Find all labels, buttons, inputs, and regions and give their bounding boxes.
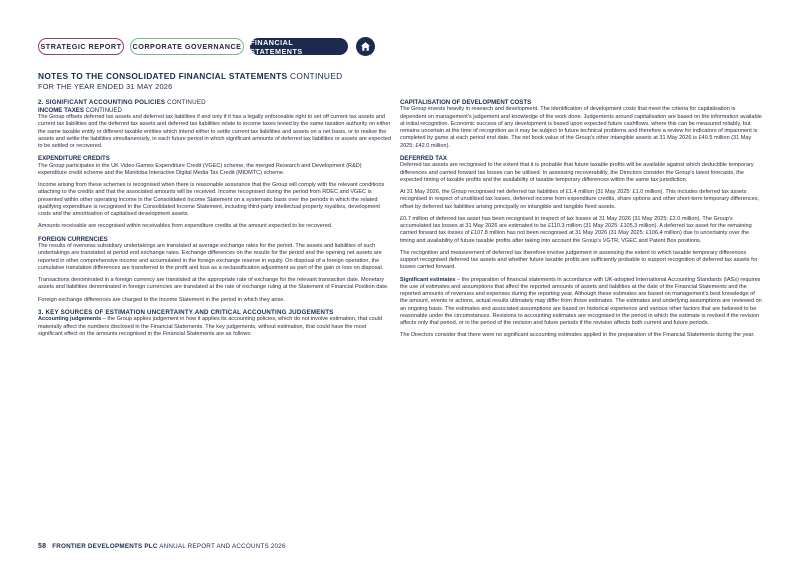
deferred-paragraph-3: £0.7 million of deferred tax asset has been recognised in respect of tax losses at 31 May 2026 (31 May 2025: £2.0 million). The Group's accumulated tax losses at 31 May 2026 are estimated to be £110.3 million (31 May 2025: £105.3 million). A deferred tax asset for the remaining carried forward tax losses of £107.8 million has not been recognised at 31 May 2026 (31 May 2025: £106.4 million) due to uncertainty over the timing and availability of future taxable profits after taking into account the Group's VGTR, VGEC and Patent Box positions. bbox=[400, 215, 752, 244]
tab-corporate-governance[interactable]: CORPORATE GOVERNANCE bbox=[130, 38, 244, 55]
foreign-paragraph-2: Transactions denominated in a foreign currency are translated at the appropriate rate of exchange for the relevant transaction date. Monetary assets and liabilities denominated in foreign currencies are translated at the rate of exchange ruling at the Statement of Financial Position date. bbox=[38, 277, 389, 291]
page-title: NOTES TO THE CONSOLIDATED FINANCIAL STATEMENTS CONTINUED bbox=[38, 71, 343, 81]
foreign-paragraph-3: Foreign exchange differences are charged to the Income Statement in the period in which they arise. bbox=[38, 296, 285, 303]
expenditure-paragraph-2: Income arising from these schemes is recognised when there is reasonable assurance that the Group will comply with the relevant conditions attaching to the credits and that the associated amounts will be received. Income recognised during the period from RDEC and VGEC is presented within other operating income in the Consolidated Income Statement on a systematic basis over the periods in which the related qualifying expenditure is recognised in the Consolidated Income Statement, including third-party intellectual property royalties, development costs and the amortisation of capitalised development assets. bbox=[38, 182, 385, 218]
expenditure-paragraph-3: Amounts receivable are recognised within receivables from expenditure credits at the amount expected to be recovered. bbox=[38, 223, 333, 230]
tab-strategic-report[interactable]: STRATEGIC REPORT bbox=[38, 38, 124, 55]
capitalisation-paragraph: The Group invests heavily in research and development. The identification of development costs that meet the criteria for capitalisation is dependent on management's judgement and knowledge of the work done. Judgements around capitalisation are based on the information available at initial recognition. Economic success of any development is based upon expected future cashflows, where this can be measured reliably, but remains uncertain at the time of recognition as it may be subject to future technical problems and therefore a review for indicators of impairment is completed by game at each period end date. The net book value of the Group's other intangible assets at 31 May 2026 is £49.5 million (31 May 2025: £42.0 million). bbox=[400, 106, 762, 149]
section-2-heading: 2. SIGNIFICANT ACCOUNTING POLICIES CONTINUED bbox=[38, 99, 206, 106]
home-button[interactable] bbox=[356, 37, 375, 56]
deferred-paragraph-2: At 31 May 2026, the Group recognised net deferred tax liabilities of £1.4 million (31 May 2025: £1.0 million). This includes deferred tax assets recognised in respect of unutilised tax losses, deferred income from expenditure credits, share options and other short-term temporary differences, offset by deferred tax liabilities arising principally on intangible and tangible fixed assets. bbox=[400, 189, 760, 210]
estimates-conclusion: The Directors consider that there were no significant accounting estimates applied in the preparation of the Financial Statements during the year. bbox=[400, 332, 755, 339]
expenditure-paragraph-1: The Group participates in the UK Video Games Expenditure Credit (VGEC) scheme, the merged Research and Development (R&D) expenditure credit scheme and the Manitoba Interactive Digital Media Tax Credit (MIDMTC) scheme. bbox=[38, 162, 362, 176]
foreign-paragraph-1: The results of overseas subsidiary undertakings are translated at average exchange rates for the period. The assets and liabilities of such undertakings are translated at period end exchange rates. Exchange differences on the results for the period and the opening net assets are reported in other comprehensive income and accumulated in the foreign exchange reserve in equity. On disposal of a foreign operation, the cumulative translation differences are transferred to the profit and loss as a reclassification adjustment as part of the gain or loss on disposal. bbox=[38, 243, 384, 271]
deferred-paragraph-4: The recognition and measurement of deferred tax therefore involve judgement in assessing the extent to which taxable temporary differences support recognised deferred tax assets and whether future taxable profits are sufficiently probable to support recognition of deferred tax assets for losses carried forward. bbox=[400, 249, 758, 271]
right-column bbox=[400, 99, 762, 345]
company-name: FRONTIER DEVELOPMENTS PLC bbox=[52, 543, 158, 550]
estimates-paragraph: Significant estimates – the preparation of financial statements in accordance with UK-adopted International Accounting Standards (IASs) requires the use of estimates and assumptions that affect the reported amounts of assets and liabilities at the date of the Financial Statements and the reported amounts of revenues and expenses during the reporting year. Although these estimates are based on management's best knowledge of the amount, events or actions, actual results ultimately may differ from those estimates. The estimates and underlying assumptions are reviewed on an ongoing basis. The estimates and associated assumptions are based on historical experience and various other factors that are believed to be reasonable under the circumstances. Revisions to accounting estimates are recognised in the period in which the estimate is revised if the revision affects only that period, or in the period of the revision and future periods if the revision affects both current and future periods. bbox=[400, 276, 762, 327]
deferred-tax-heading: DEFERRED TAX bbox=[400, 154, 447, 162]
section-3-heading: 3. KEY SOURCES OF ESTIMATION UNCERTAINTY AND CRITICAL ACCOUNTING JUDGEMENTS bbox=[38, 308, 334, 316]
page-subtitle: FOR THE YEAR ENDED 31 MAY 2026 bbox=[38, 82, 173, 91]
report-name: ANNUAL REPORT AND ACCOUNTS 2026 bbox=[159, 543, 286, 550]
section-nav bbox=[38, 37, 375, 56]
page-number: 58 bbox=[38, 543, 47, 550]
judgements-paragraph: Accounting judgements – the Group applies judgement in how it applies its accounting policies, which do not involve estimation, that could materially affect the numbers disclosed in the Financial Statements. The key judgements, without estimation, that could have the most significant effect on the amounts recognised in the Financial Statements are as follows: bbox=[38, 316, 383, 337]
income-taxes-paragraph: The Group offsets deferred tax assets and deferred tax liabilities if and only if it has a legally enforceable right to set off current tax assets and current tax liabilities and the deferred tax assets and deferred tax liabilities relate to income taxes levied by the same taxation authority on either the same taxable entity or different taxable entities which intend either to settle current tax liabilities and assets on a net basis, or to realise the assets and settle the liabilities simultaneously, in each future period in which significant amounts of deferred tax liabilities or assets are expected to be settled or recovered. bbox=[38, 114, 391, 149]
deferred-paragraph-1: Deferred tax assets are recognised to the extent that it is probable that future taxable profits will be available against which deductible temporary differences and carried forward tax losses can be utilised. In assessing recoverability, the Directors consider the Group's latest forecasts, the expected timing of taxable profits and the availability of taxable temporary differences within the same tax jurisdiction. bbox=[400, 162, 754, 183]
page-footer bbox=[38, 543, 286, 550]
capitalisation-heading: CAPITALISATION OF DEVELOPMENT COSTS bbox=[400, 99, 532, 106]
left-column bbox=[38, 99, 392, 343]
expenditure-credits-heading: EXPENDITURE CREDITS bbox=[38, 155, 110, 163]
income-taxes-heading: INCOME TAXES CONTINUED bbox=[38, 106, 122, 114]
tab-financial-statements[interactable]: FINANCIAL STATEMENTS bbox=[250, 38, 348, 55]
home-icon bbox=[360, 41, 371, 52]
foreign-currencies-heading: FOREIGN CURRENCIES bbox=[38, 235, 108, 243]
